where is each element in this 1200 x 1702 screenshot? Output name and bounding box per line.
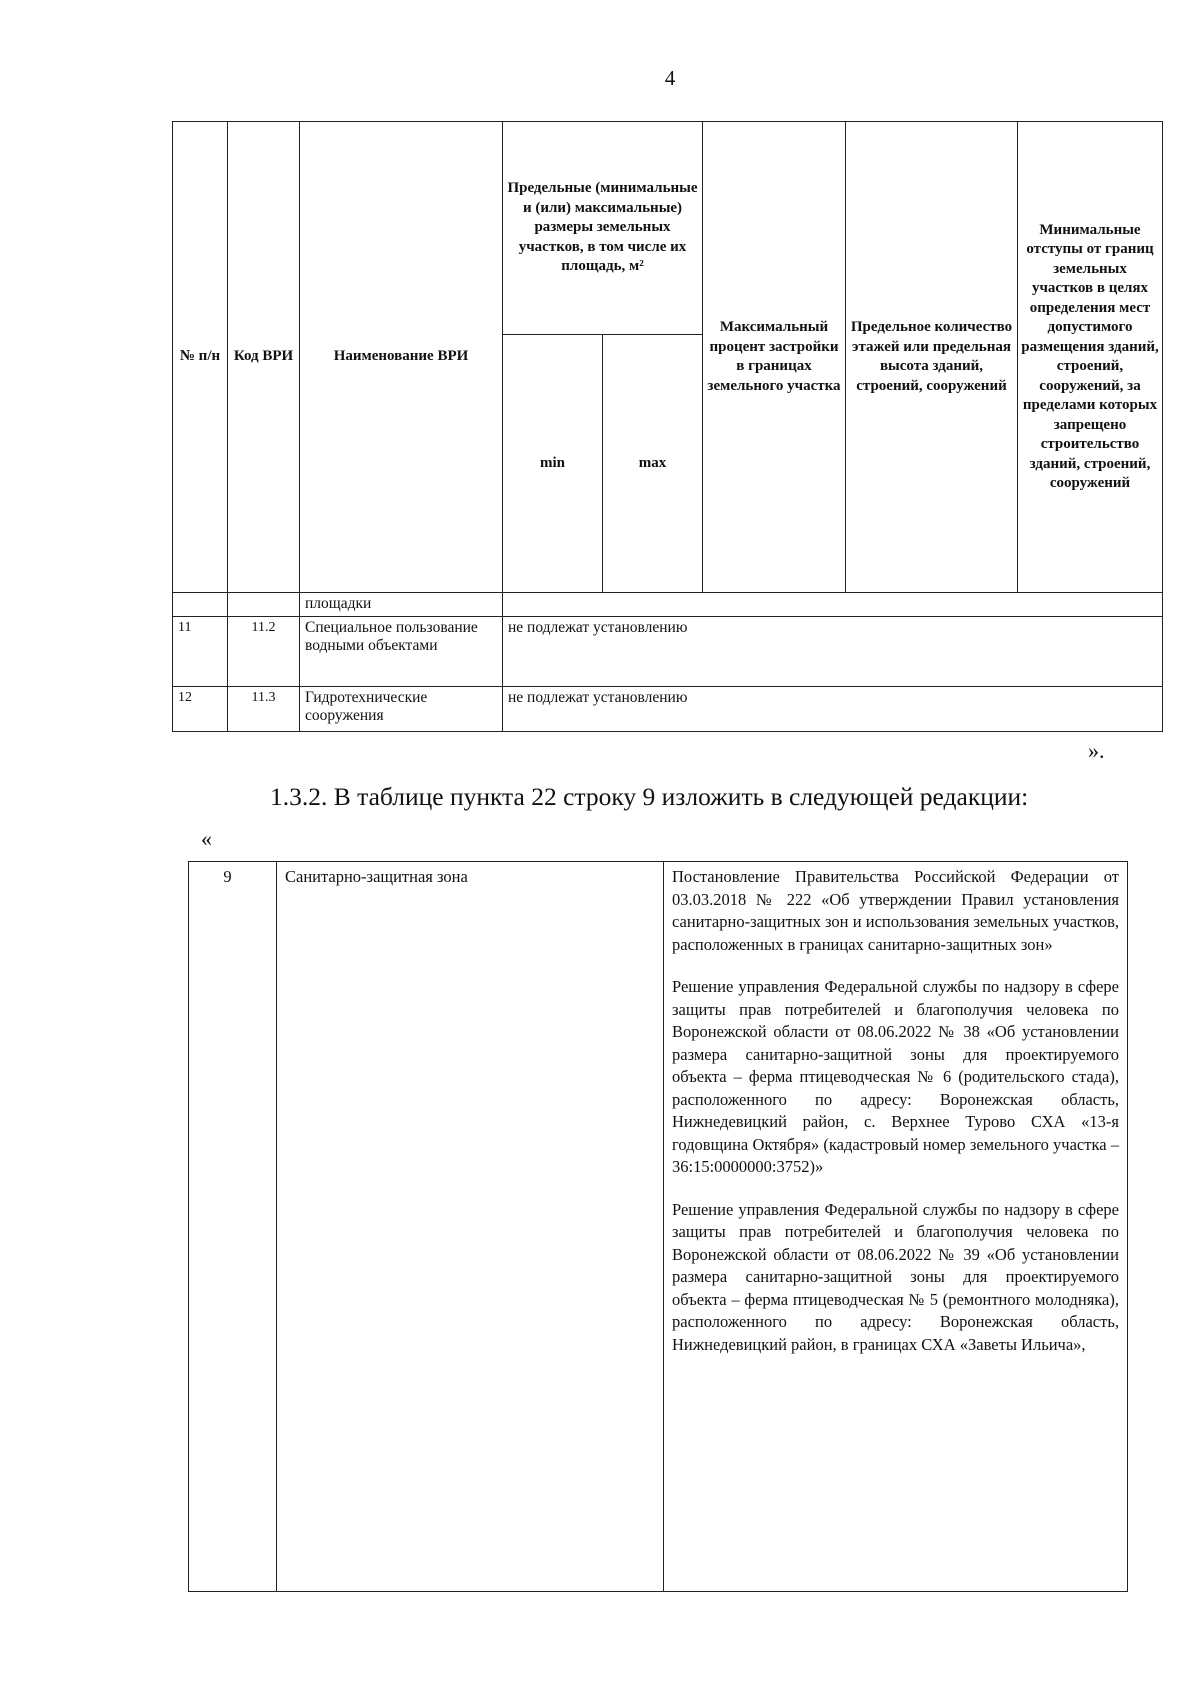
table-row bbox=[173, 593, 1163, 617]
header-num: № п/н bbox=[173, 122, 228, 593]
row-value bbox=[503, 593, 1163, 617]
document-paragraph: Решение управления Федеральной службы по надзору в сфере защиты прав потребителей и благополучия человека по Воронежской области от 08.06.2022 № 39 «Об установлении размера санитарно-защитной зоны для проектируемого объекта – ферма птицеводческая № 5 (ремонтного молодняка), расположенного по адресу: Воронежская область, Нижнедевицкий район, в границах СХА «Заветы Ильича», bbox=[672, 1199, 1119, 1354]
header-min: min bbox=[503, 335, 603, 593]
zone-name: Санитарно-защитная зона bbox=[277, 862, 664, 1592]
table-row bbox=[173, 617, 1163, 687]
row-value: не подлежат установлению bbox=[503, 617, 1163, 687]
row-num: 11 bbox=[173, 617, 228, 687]
header-setbacks: Минимальные отступы от границ земельных участков в целях определения мест допустимого размещения зданий, строений, сооружений, за пределами которых запрещено строительство зданий, строений, сооружений bbox=[1018, 122, 1163, 593]
row-num: 12 bbox=[173, 687, 228, 732]
header-max-percent: Максимальный процент застройки в границах земельного участка bbox=[703, 122, 846, 593]
page-number: 4 bbox=[664, 66, 676, 90]
table-row bbox=[189, 862, 1128, 1592]
row-code: 11.3 bbox=[228, 687, 300, 732]
header-code: Код ВРИ bbox=[228, 122, 300, 593]
row-name: площадки bbox=[300, 593, 503, 617]
row-name: Специальное пользование водными объектами bbox=[300, 617, 503, 687]
header-name: Наименование ВРИ bbox=[300, 122, 503, 593]
row-code bbox=[228, 593, 300, 617]
row-num bbox=[173, 593, 228, 617]
zone-documents bbox=[664, 862, 1128, 1592]
opening-quote: « bbox=[201, 826, 212, 851]
header-sizes: Предельные (минимальные и (или) максимальные) размеры земельных участков, в том числе их площадь, м² bbox=[503, 122, 703, 335]
row-code: 11.2 bbox=[228, 617, 300, 687]
zone-num: 9 bbox=[189, 862, 277, 1592]
header-floors: Предельное количество этажей или предельная высота зданий, строений, сооружений bbox=[846, 122, 1018, 593]
header-max: max bbox=[603, 335, 703, 593]
document-paragraph: Решение управления Федеральной службы по надзору в сфере защиты прав потребителей и благополучия человека по Воронежской области от 08.06.2022 № 38 «Об установлении размера санитарно-защитной зоны для проектируемого объекта – ферма птицеводческая № 6 (родительского стада), расположенного по адресу: Воронежская область, Нижнедевицкий район, с. Верхнее Турово СХА «13-я годовщина Октября» (кадастровый номер земельного участка – 36:15:0000000:3752)» bbox=[672, 977, 1119, 1176]
land-use-parameters-table bbox=[172, 121, 1163, 732]
row-name: Гидротехнические сооружения bbox=[300, 687, 503, 732]
closing-quote: ». bbox=[1088, 738, 1105, 763]
row-value: не подлежат установлению bbox=[503, 687, 1163, 732]
zones-table bbox=[188, 861, 1128, 1592]
table-row bbox=[173, 687, 1163, 732]
instruction-paragraph: 1.3.2. В таблице пункта 22 строку 9 изложить в следующей редакции: bbox=[270, 782, 1029, 811]
document-paragraph: Постановление Правительства Российской Федерации от 03.03.2018 № 222 «Об утверждении Правил установления санитарно-защитных зон и использования земельных участков, расположенных в границах санитарно-защитных зон» bbox=[672, 867, 1119, 954]
